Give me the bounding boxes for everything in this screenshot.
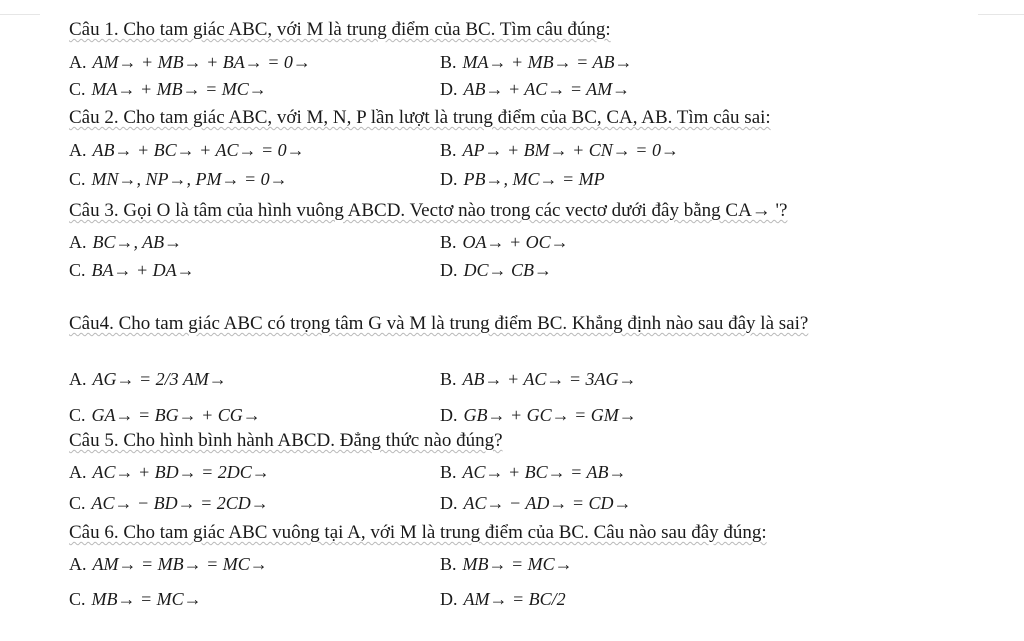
option-text: MB→ = MC→ — [462, 554, 573, 574]
option-label: C. — [69, 589, 86, 609]
question-3-option-b — [440, 231, 569, 253]
question-1-option-b — [440, 51, 632, 73]
option-label: A. — [69, 232, 87, 252]
option-text: BC→, AB→ — [92, 232, 183, 252]
question-1-option-c — [69, 78, 267, 100]
question-3-option-a — [69, 231, 182, 253]
option-label: B. — [440, 462, 457, 482]
option-text: AC→ + BD→ = 2DC→ — [92, 462, 270, 482]
option-label: C. — [69, 493, 86, 513]
option-text: MA→ + MB→ = MC→ — [91, 79, 267, 99]
question-2 — [69, 107, 771, 129]
option-text: DC→ CB→ — [463, 260, 553, 280]
question-4-option-b — [440, 368, 636, 390]
option-label: D. — [440, 493, 458, 513]
question-2-option-a — [69, 139, 305, 161]
option-label: D. — [440, 169, 458, 189]
question-2-option-d — [440, 168, 605, 190]
question-1-title: Câu 1. Cho tam giác ABC, với M là trung điểm của BC. Tìm câu đúng: — [69, 19, 611, 40]
question-5-title: Câu 5. Cho hình bình hành ABCD. Đẳng thức nào đúng? — [69, 430, 503, 451]
question-5 — [69, 430, 503, 452]
option-label: A. — [69, 369, 87, 389]
question-3 — [69, 200, 787, 222]
option-label: D. — [440, 260, 458, 280]
question-4 — [69, 313, 959, 335]
option-text: MN→, NP→, PM→ = 0→ — [91, 169, 288, 189]
option-label: A. — [69, 554, 87, 574]
option-label: D. — [440, 405, 458, 425]
option-label: B. — [440, 232, 457, 252]
question-6-option-d — [440, 588, 566, 610]
question-4-option-d — [440, 404, 637, 426]
option-label: C. — [69, 405, 86, 425]
option-label: B. — [440, 140, 457, 160]
question-5-option-d — [440, 492, 631, 514]
option-text: PB→, MC→ = MP — [463, 169, 605, 189]
question-2-option-b — [440, 139, 679, 161]
question-6-title: Câu 6. Cho tam giác ABC vuông tại A, với M là trung điểm của BC. Câu nào sau đây đúng: — [69, 522, 767, 543]
option-label: C. — [69, 260, 86, 280]
question-4-option-a — [69, 368, 227, 390]
option-text: GA→ = BG→ + CG→ — [91, 405, 261, 425]
question-3-option-c — [69, 259, 195, 281]
question-3-option-d — [440, 259, 552, 281]
option-label: A. — [69, 462, 87, 482]
option-text: MB→ = MC→ — [91, 589, 202, 609]
option-text: AB→ + AC→ = 3AG→ — [462, 369, 637, 389]
option-text: AG→ = 2/3 AM→ — [92, 369, 227, 389]
top-rule-left — [0, 14, 40, 15]
option-label: B. — [440, 52, 457, 72]
option-label: C. — [69, 169, 86, 189]
option-text: MA→ + MB→ = AB→ — [462, 52, 633, 72]
question-1-option-d — [440, 78, 630, 100]
option-label: D. — [440, 79, 458, 99]
question-6-option-a — [69, 553, 268, 575]
option-text: GB→ + GC→ = GM→ — [463, 405, 637, 425]
option-text: AM→ + MB→ + BA→ = 0→ — [92, 52, 311, 72]
option-text: AB→ + AC→ = AM→ — [463, 79, 631, 99]
option-text: AB→ + BC→ + AC→ = 0→ — [92, 140, 305, 160]
option-text: BA→ + DA→ — [91, 260, 195, 280]
question-4-title: Câu4. Cho tam giác ABC có trọng tâm G và M là trung điểm BC. Khẳng định nào sau đây là sai? — [69, 313, 809, 334]
option-text: AM→ = BC/2 — [463, 589, 566, 609]
question-2-option-c — [69, 168, 288, 190]
option-text: AC→ − AD→ = CD→ — [463, 493, 632, 513]
option-text: AC→ + BC→ = AB→ — [462, 462, 627, 482]
option-label: A. — [69, 140, 87, 160]
question-5-option-c — [69, 492, 269, 514]
question-2-title: Câu 2. Cho tam giác ABC, với M, N, P lần lượt là trung điểm của BC, CA, AB. Tìm câu sai: — [69, 107, 771, 128]
question-1 — [69, 19, 611, 41]
question-5-option-a — [69, 461, 270, 483]
option-text: AP→ + BM→ + CN→ = 0→ — [462, 140, 679, 160]
option-label: B. — [440, 369, 457, 389]
question-6 — [69, 522, 767, 544]
question-1-option-a — [69, 51, 311, 73]
option-text: OA→ + OC→ — [462, 232, 569, 252]
question-5-option-b — [440, 461, 626, 483]
question-6-option-c — [69, 588, 202, 610]
option-label: D. — [440, 589, 458, 609]
option-text: AC→ − BD→ = 2CD→ — [91, 493, 269, 513]
option-label: B. — [440, 554, 457, 574]
option-label: A. — [69, 52, 87, 72]
top-rule-right — [978, 14, 1024, 15]
option-label: C. — [69, 79, 86, 99]
question-4-option-c — [69, 404, 261, 426]
question-3-title: Câu 3. Gọi O là tâm của hình vuông ABCD. Vectơ nào trong các vectơ dưới đây bằng CA→ '? — [69, 200, 788, 221]
option-text: AM→ = MB→ = MC→ — [92, 554, 268, 574]
question-6-option-b — [440, 553, 573, 575]
